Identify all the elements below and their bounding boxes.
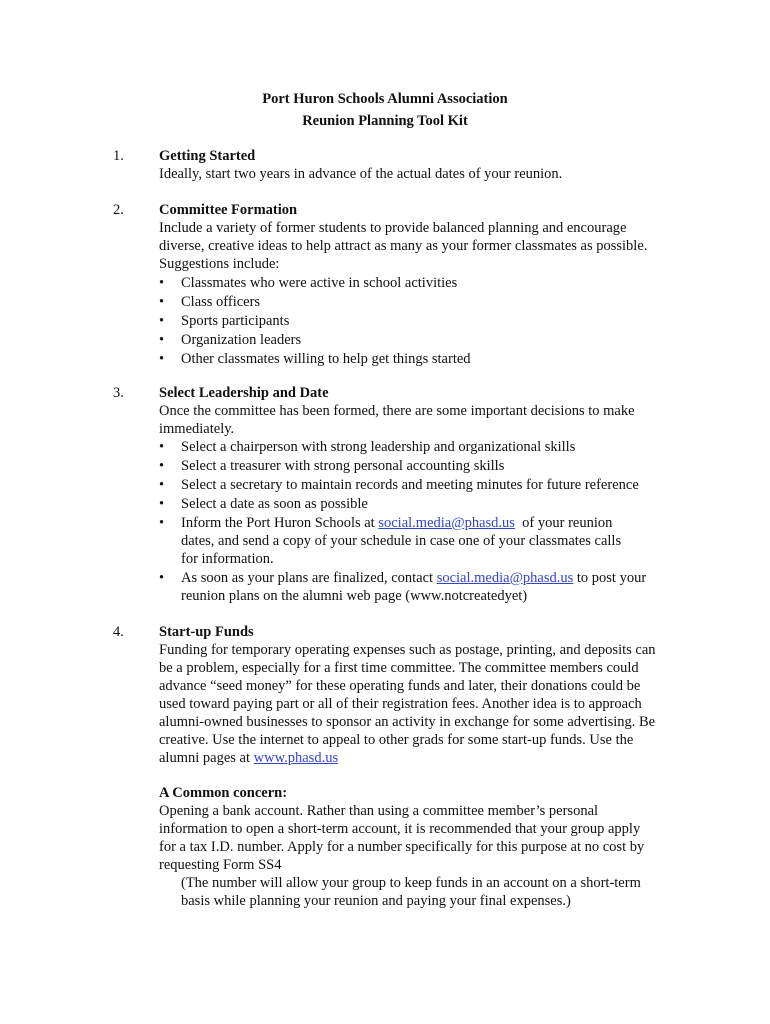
bullet-icon: • xyxy=(159,439,165,455)
section-3 xyxy=(159,384,687,605)
section-2 xyxy=(159,201,687,368)
list-item: • Other classmates willing to help get things started xyxy=(159,351,471,367)
concern-note: basis while planning your reunion and paying your final expenses.) xyxy=(181,893,571,909)
section-4-text: advance “seed money” for these operating funds and later, their donations could be xyxy=(159,678,641,694)
section-1-text: Ideally, start two years in advance of the actual dates of your reunion. xyxy=(159,166,563,182)
section-4-text: used toward paying part or all of their registration fees. Another idea is to approach xyxy=(159,696,642,712)
document-title: Port Huron Schools Alumni Association xyxy=(262,91,508,107)
section-3-text: Once the committee has been formed, there are some important decisions to make xyxy=(159,403,635,419)
bullet-icon: • xyxy=(159,351,165,367)
section-2-text: diverse, creative ideas to help attract as many as your former classmates as possible. xyxy=(159,238,648,254)
bullet-icon: • xyxy=(159,332,165,348)
bullet-icon: • xyxy=(159,275,165,291)
website-link[interactable]: www.phasd.us xyxy=(253,750,339,766)
list-item: • Organization leaders xyxy=(159,332,302,348)
section-4-text: creative. Use the internet to appeal to other grads for some start-up funds. Use the xyxy=(159,732,634,748)
section-4-text: Funding for temporary operating expenses such as postage, printing, and deposits can xyxy=(159,642,656,658)
section-4-text: be a problem, especially for a first time committee. The committee members could xyxy=(159,660,639,676)
section-1-number: 1. xyxy=(113,148,124,164)
concern-text: information to open a short-term account, it is recommended that your group apply xyxy=(159,821,641,837)
bullet-icon: • xyxy=(159,294,165,310)
list-item: • Select a date as soon as possible xyxy=(159,496,368,512)
section-4 xyxy=(159,623,687,910)
concern-text: for a tax I.D. number. Apply for a number specifically for this purpose at no cost by xyxy=(159,839,645,855)
list-item: • Select a secretary to maintain records and meeting minutes for future reference xyxy=(159,477,639,493)
bullet-icon: • xyxy=(159,515,165,531)
list-item: • As soon as your plans are finalized, contact social.media@phasd.us to post your reunion plans on the alumni web page (www.notcreatedyet) xyxy=(159,570,647,604)
section-2-bullet-list xyxy=(159,274,687,368)
section-2-text: Suggestions include: xyxy=(159,256,280,272)
section-4-text: alumni pages at www.phasd.us xyxy=(159,750,339,766)
concern-note: (The number will allow your group to keep funds in an account on a short-term xyxy=(181,875,641,891)
section-2-number: 2. xyxy=(113,202,124,218)
concern-text: Opening a bank account. Rather than using a committee member’s personal xyxy=(159,803,599,819)
list-item: • Sports participants xyxy=(159,313,290,329)
bullet-icon: • xyxy=(159,477,165,493)
bullet-icon: • xyxy=(159,313,165,329)
bullet-icon: • xyxy=(159,458,165,474)
section-3-text: immediately. xyxy=(159,421,235,437)
email-link[interactable]: social.media@phasd.us xyxy=(436,570,574,586)
section-4-number: 4. xyxy=(113,624,124,640)
concern-text: requesting Form SS4 xyxy=(159,857,282,873)
section-1-heading: Getting Started xyxy=(159,148,256,164)
email-link[interactable]: social.media@phasd.us xyxy=(378,515,515,531)
document-subtitle: Reunion Planning Tool Kit xyxy=(302,113,468,129)
concern-heading: A Common concern: xyxy=(159,785,288,801)
list-item: • Class officers xyxy=(159,294,261,310)
section-4-heading: Start-up Funds xyxy=(159,624,254,640)
list-item: • Select a treasurer with strong personal accounting skills xyxy=(159,458,505,474)
section-2-heading: Committee Formation xyxy=(159,202,298,218)
section-3-bullet-list xyxy=(159,438,687,605)
list-item: • Inform the Port Huron Schools at social.media@phasd.us of your reunion dates, and send a copy of your schedule in case one of your classmates calls for information. xyxy=(159,515,622,567)
section-2-text: Include a variety of former students to provide balanced planning and encourage xyxy=(159,220,627,236)
section-3-heading: Select Leadership and Date xyxy=(159,385,329,401)
section-3-number: 3. xyxy=(113,385,124,401)
section-4-text: alumni-owned businesses to sponsor an activity in exchange for some advertising. Be xyxy=(159,714,656,730)
bullet-icon: • xyxy=(159,570,165,586)
bullet-icon: • xyxy=(159,496,165,512)
section-1 xyxy=(159,147,687,183)
list-item: • Classmates who were active in school activities xyxy=(159,275,458,291)
list-item: • Select a chairperson with strong leadership and organizational skills xyxy=(159,439,576,455)
